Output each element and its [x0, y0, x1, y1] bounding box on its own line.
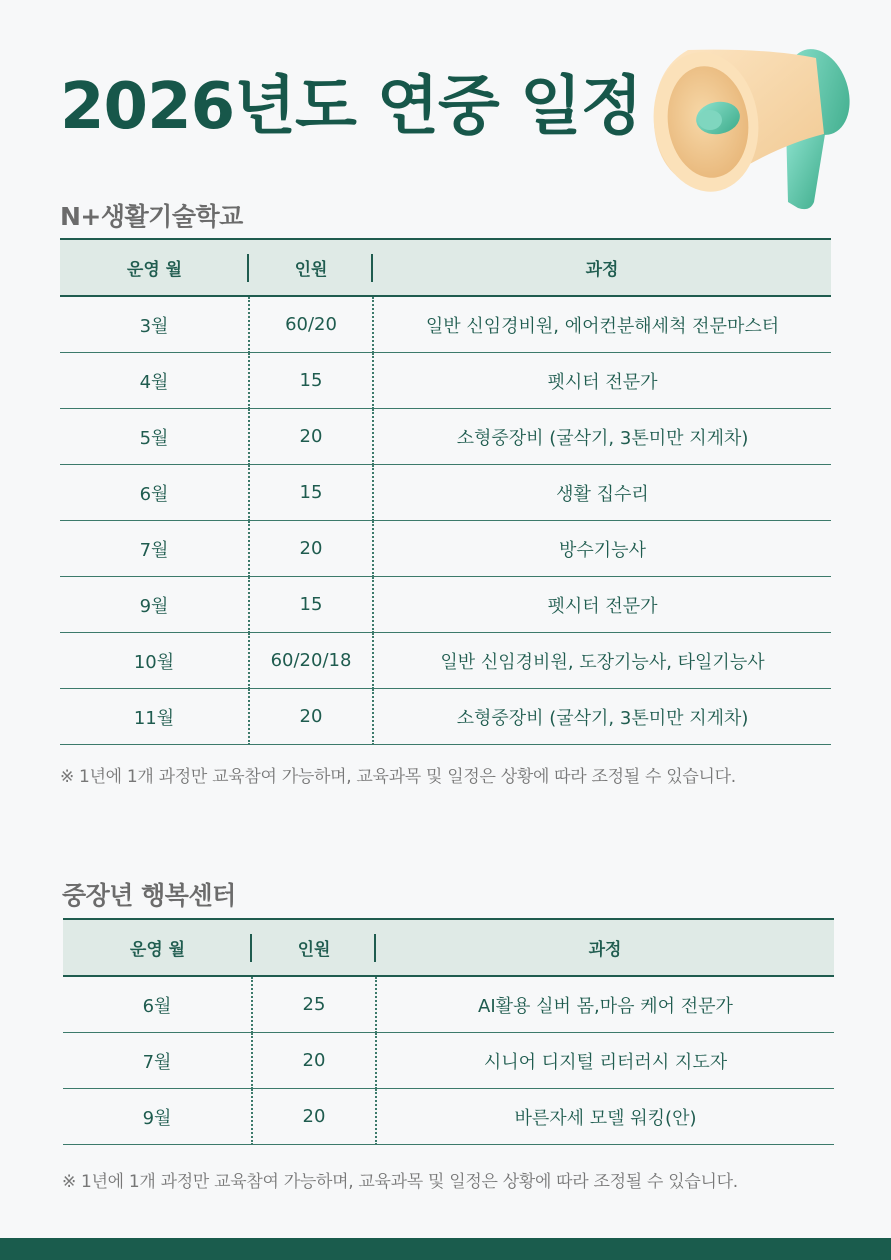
cell-course: 펫시터 전문가 [373, 353, 831, 409]
cell-headcount: 20 [249, 689, 373, 745]
cell-course: 바른자세 모델 워킹(안) [376, 1089, 834, 1145]
cell-headcount: 20 [252, 1033, 376, 1089]
table-row [60, 296, 831, 353]
cell-headcount: 20 [249, 521, 373, 577]
cell-month: 5월 [60, 409, 249, 465]
table-header-row [60, 239, 831, 296]
table-row [60, 521, 831, 577]
cell-headcount: 15 [249, 465, 373, 521]
cell-month: 3월 [60, 296, 249, 353]
cell-course: 일반 신임경비원, 도장기능사, 타일기능사 [373, 633, 831, 689]
cell-month: 4월 [60, 353, 249, 409]
cell-month: 9월 [60, 577, 249, 633]
table-row [60, 353, 831, 409]
section-title-n-plus-school: N+생활기술학교 [60, 202, 243, 231]
schedule-table-n-plus-school [60, 238, 831, 745]
column-header-month: 운영 월 [60, 239, 249, 296]
column-header-month: 운영 월 [63, 919, 252, 976]
schedule-table-midlife-center [63, 918, 834, 1145]
cell-course: 소형중장비 (굴삭기, 3톤미만 지게차) [373, 409, 831, 465]
cell-headcount: 60/20 [249, 296, 373, 353]
table-row [60, 633, 831, 689]
cell-course: 소형중장비 (굴삭기, 3톤미만 지게차) [373, 689, 831, 745]
table-row [60, 689, 831, 745]
table-row [60, 465, 831, 521]
cell-headcount: 20 [249, 409, 373, 465]
cell-course: 일반 신임경비원, 에어컨분해세척 전문마스터 [373, 296, 831, 353]
table-header-row [63, 919, 834, 976]
cell-course: 시니어 디지털 리터러시 지도자 [376, 1033, 834, 1089]
cell-month: 7월 [60, 521, 249, 577]
cell-headcount: 25 [252, 976, 376, 1033]
column-header-course: 과정 [373, 239, 831, 296]
column-header-headcount: 인원 [252, 919, 376, 976]
cell-month: 6월 [63, 976, 252, 1033]
column-header-headcount: 인원 [249, 239, 373, 296]
cell-course: 펫시터 전문가 [373, 577, 831, 633]
table-row [60, 409, 831, 465]
cell-course: 방수기능사 [373, 521, 831, 577]
megaphone-icon [648, 30, 858, 215]
table-row [63, 1089, 834, 1145]
cell-month: 6월 [60, 465, 249, 521]
cell-month: 11월 [60, 689, 249, 745]
cell-month: 10월 [60, 633, 249, 689]
table-row [63, 1033, 834, 1089]
section-title-midlife-center: 중장년 행복센터 [62, 881, 236, 910]
page-title: 2026년도 연중 일정 [60, 70, 642, 144]
cell-headcount: 60/20/18 [249, 633, 373, 689]
column-header-course: 과정 [376, 919, 834, 976]
footer-bar [0, 1238, 891, 1260]
footnote: ※ 1년에 1개 과정만 교육참여 가능하며, 교육과목 및 일정은 상황에 따라 조정될 수 있습니다. [62, 1172, 738, 1192]
footnote: ※ 1년에 1개 과정만 교육참여 가능하며, 교육과목 및 일정은 상황에 따라 조정될 수 있습니다. [60, 767, 736, 787]
cell-course: AI활용 실버 몸,마음 케어 전문가 [376, 976, 834, 1033]
table-row [60, 577, 831, 633]
table-row [63, 976, 834, 1033]
cell-course: 생활 집수리 [373, 465, 831, 521]
cell-headcount: 20 [252, 1089, 376, 1145]
cell-month: 9월 [63, 1089, 252, 1145]
cell-headcount: 15 [249, 353, 373, 409]
cell-headcount: 15 [249, 577, 373, 633]
cell-month: 7월 [63, 1033, 252, 1089]
